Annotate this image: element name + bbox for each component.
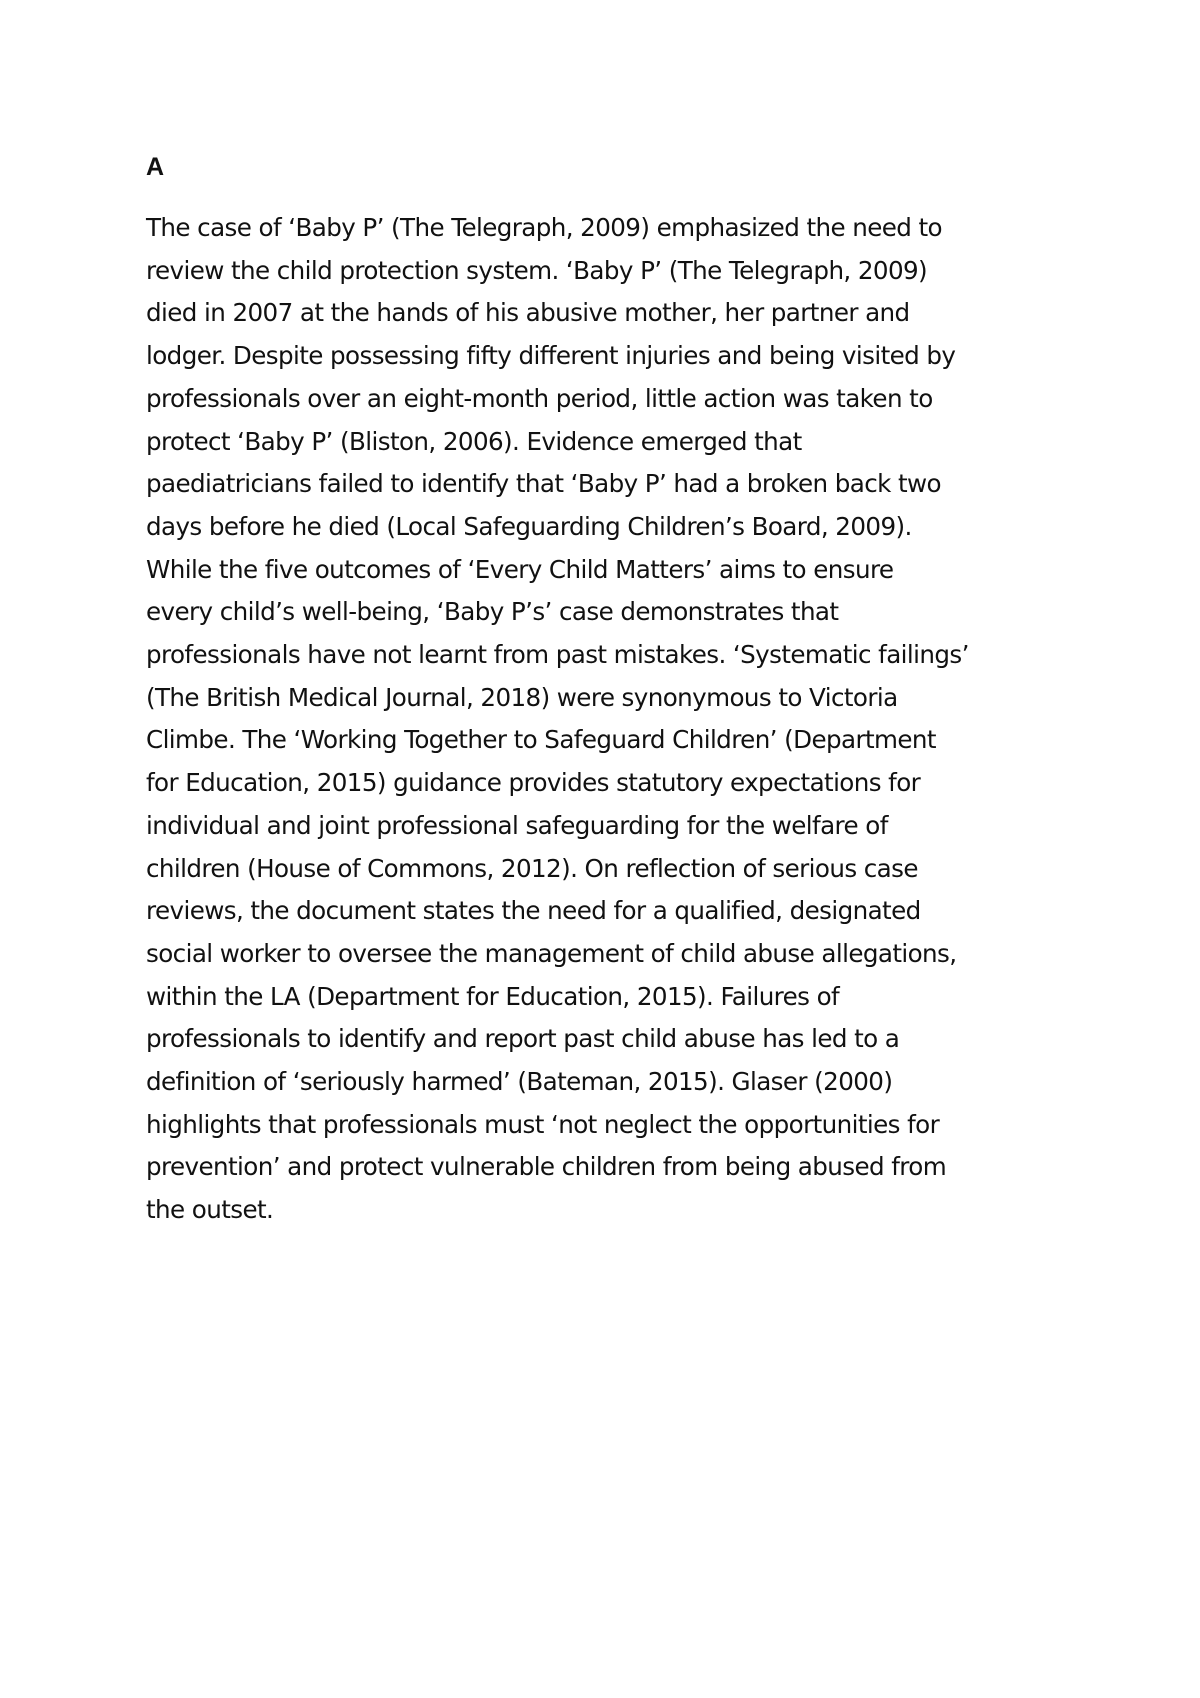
paragraph-line: professionals to identify and report past child abuse has led to a [146,1024,900,1054]
paragraph-line: definition of ‘seriously harmed’ (Bateman, 2015). Glaser (2000) [146,1067,893,1097]
paragraph-line: days before he died (Local Safeguarding Children’s Board, 2009). [146,511,912,541]
paragraph-line: review the child protection system. ‘Baby P’ (The Telegraph, 2009) [146,255,928,285]
section-heading: A [146,153,165,181]
paragraph-line: While the five outcomes of ‘Every Child Matters’ aims to ensure [146,554,894,584]
paragraph-line: highlights that professionals must ‘not neglect the opportunities for [146,1109,940,1139]
paragraph-line: paediatricians failed to identify that ‘Baby P’ had a broken back two [146,469,942,499]
paragraph-line: protect ‘Baby P’ (Bliston, 2006). Evidence emerged that [146,426,802,456]
paragraph-line: within the LA (Department for Education, 2015). Failures of [146,981,840,1011]
paragraph-line: professionals over an eight-month period, little action was taken to [146,383,933,413]
paragraph-line: social worker to oversee the management of child abuse allegations, [146,938,957,968]
body-paragraph [146,207,1066,1232]
paragraph-line: Climbe. The ‘Working Together to Safeguard Children’ (Department [146,725,936,755]
paragraph-line: the outset. [146,1195,274,1225]
paragraph-line: The case of ‘Baby P’ (The Telegraph, 2009) emphasized the need to [146,213,942,242]
paragraph-line: reviews, the document states the need for a qualified, designated [146,896,921,926]
paragraph-line: individual and joint professional safeguarding for the welfare of [146,810,888,840]
paragraph-line: (The British Medical Journal, 2018) were synonymous to Victoria [146,682,898,712]
paragraph-line: prevention’ and protect vulnerable children from being abused from [146,1152,947,1182]
paragraph-line: died in 2007 at the hands of his abusive mother, her partner and [146,298,910,328]
paragraph-line: every child’s well-being, ‘Baby P’s’ case demonstrates that [146,597,839,627]
paragraph-line: for Education, 2015) guidance provides statutory expectations for [146,768,921,798]
paragraph-line: lodger. Despite possessing fifty different injuries and being visited by [146,341,956,371]
paragraph-line: professionals have not learnt from past mistakes. ‘Systematic failings’ [146,640,969,670]
paragraph-line: children (House of Commons, 2012). On reflection of serious case [146,853,918,883]
